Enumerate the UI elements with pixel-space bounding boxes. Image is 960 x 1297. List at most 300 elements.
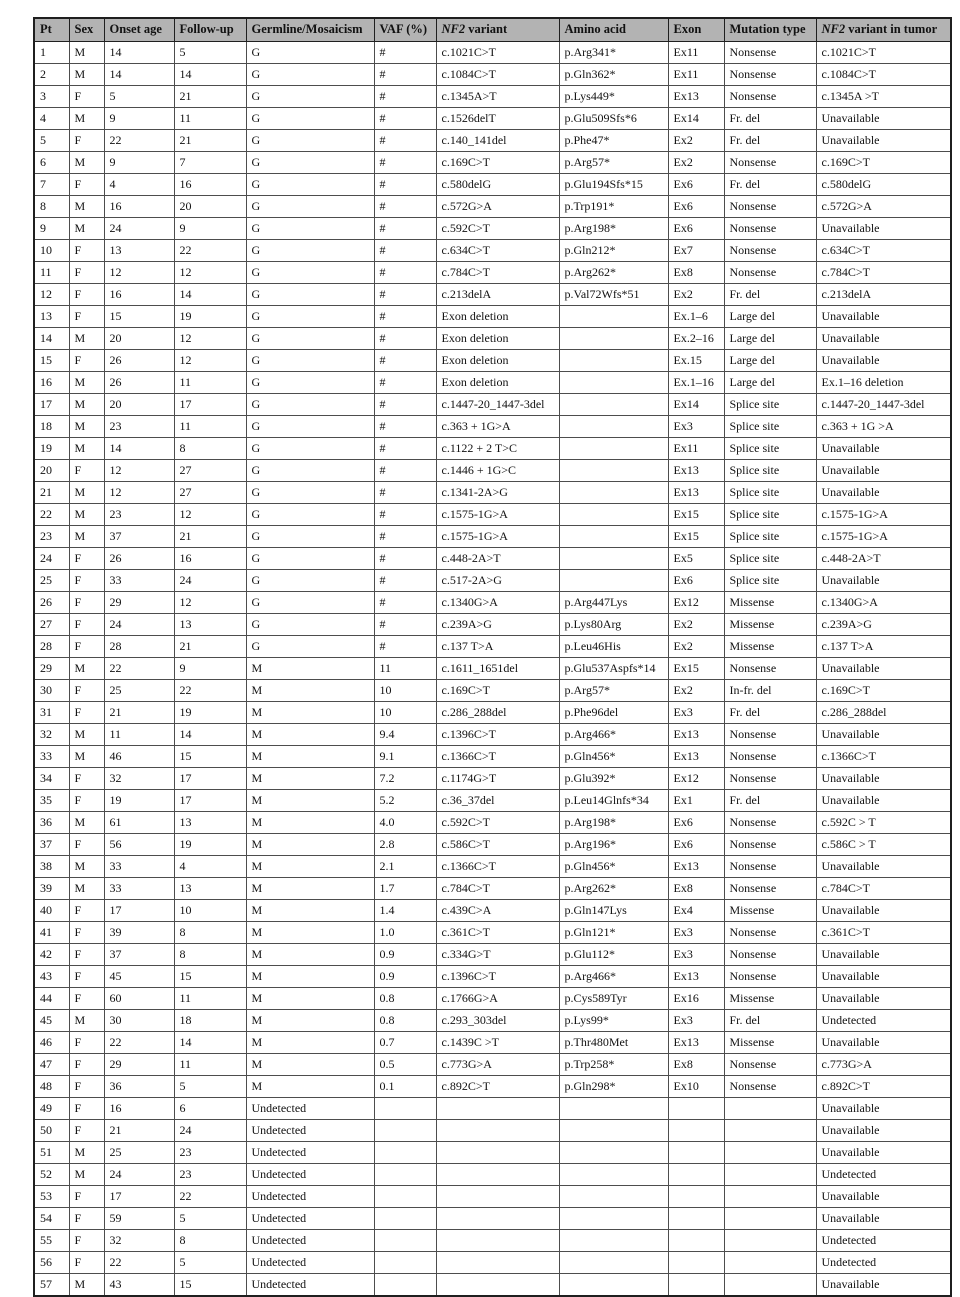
table-cell: Fr. del [724, 284, 816, 306]
table-cell [436, 1164, 559, 1186]
table-cell: Missense [724, 636, 816, 658]
table-cell: 12 [104, 482, 174, 504]
table-cell: F [69, 570, 104, 592]
table-cell: # [374, 196, 436, 218]
table-cell [559, 350, 668, 372]
table-cell: Ex3 [668, 416, 724, 438]
table-cell: c.634C>T [436, 240, 559, 262]
table-cell [668, 1252, 724, 1274]
table-cell: c.1084C>T [816, 64, 951, 86]
table-cell: p.Gln147Lys [559, 900, 668, 922]
table-row [34, 394, 951, 416]
table-cell: 0.9 [374, 966, 436, 988]
table-cell: 36 [104, 1076, 174, 1098]
table-cell: # [374, 240, 436, 262]
table-cell: 22 [104, 1032, 174, 1054]
table-cell [559, 1120, 668, 1142]
table-cell: 20 [174, 196, 246, 218]
table-cell: c.1345A >T [816, 86, 951, 108]
table-cell: Unavailable [816, 570, 951, 592]
table-cell: 26 [104, 350, 174, 372]
table-cell: c.1575-1G>A [436, 526, 559, 548]
table-row [34, 328, 951, 350]
table-cell: 16 [104, 1098, 174, 1120]
table-cell: c.1340G>A [436, 592, 559, 614]
table-cell: p.Leu14Glnfs*34 [559, 790, 668, 812]
table-cell: M [69, 1164, 104, 1186]
table-row [34, 1098, 951, 1120]
table-cell: c.592C > T [816, 812, 951, 834]
table-cell: p.Phe96del [559, 702, 668, 724]
column-header-4: Germline/Mosaicism [246, 18, 374, 42]
table-cell: 11 [174, 416, 246, 438]
table-cell: G [246, 416, 374, 438]
table-cell: 11 [104, 724, 174, 746]
table-cell: # [374, 328, 436, 350]
table-cell [436, 1252, 559, 1274]
table-cell [374, 1186, 436, 1208]
table-cell: Unavailable [816, 856, 951, 878]
table-cell: F [69, 768, 104, 790]
table-cell: Undetected [246, 1252, 374, 1274]
table-cell: Large del [724, 372, 816, 394]
table-cell: p.Arg57* [559, 152, 668, 174]
table-cell: Unavailable [816, 988, 951, 1010]
table-cell [559, 548, 668, 570]
table-cell: M [246, 834, 374, 856]
table-cell: 1.0 [374, 922, 436, 944]
table-cell: Ex7 [668, 240, 724, 262]
table-cell [668, 1208, 724, 1230]
table-cell: F [69, 1186, 104, 1208]
table-cell: 22 [104, 1252, 174, 1274]
table-cell: # [374, 152, 436, 174]
table-cell: c.1084C>T [436, 64, 559, 86]
table-cell: 24 [104, 614, 174, 636]
table-cell: 43 [104, 1274, 174, 1297]
table-cell: Unavailable [816, 130, 951, 152]
table-cell: Nonsense [724, 768, 816, 790]
table-cell: Ex13 [668, 724, 724, 746]
table-cell: c.1446 + 1G>C [436, 460, 559, 482]
table-cell: F [69, 1208, 104, 1230]
table-cell: F [69, 944, 104, 966]
table-cell: M [246, 856, 374, 878]
table-cell: M [246, 1054, 374, 1076]
table-cell: Ex11 [668, 64, 724, 86]
table-cell: Undetected [246, 1120, 374, 1142]
table-cell: Unavailable [816, 438, 951, 460]
table-cell: 13 [104, 240, 174, 262]
table-cell: 27 [174, 482, 246, 504]
table-cell: Undetected [246, 1230, 374, 1252]
table-cell: F [69, 900, 104, 922]
table-cell: 44 [34, 988, 69, 1010]
table-cell: p.Gln121* [559, 922, 668, 944]
table-cell [559, 394, 668, 416]
table-cell: Nonsense [724, 658, 816, 680]
table-cell: Ex15 [668, 504, 724, 526]
table-cell: G [246, 372, 374, 394]
table-cell: Ex12 [668, 592, 724, 614]
table-cell: 37 [104, 944, 174, 966]
table-cell: F [69, 86, 104, 108]
table-row [34, 614, 951, 636]
table-cell: Unavailable [816, 724, 951, 746]
table-cell: Undetected [246, 1098, 374, 1120]
table-cell: 6 [34, 152, 69, 174]
table-cell: G [246, 526, 374, 548]
table-cell: 57 [34, 1274, 69, 1297]
table-cell: 0.5 [374, 1054, 436, 1076]
table-cell: Nonsense [724, 1076, 816, 1098]
table-cell: F [69, 240, 104, 262]
table-cell: 5 [104, 86, 174, 108]
table-cell: c.1366C>T [436, 746, 559, 768]
table-cell: Ex3 [668, 922, 724, 944]
table-cell: Nonsense [724, 834, 816, 856]
table-cell: 37 [104, 526, 174, 548]
table-cell: 21 [34, 482, 69, 504]
table-cell: 8 [174, 922, 246, 944]
table-cell: c.773G>A [816, 1054, 951, 1076]
table-cell: 22 [104, 130, 174, 152]
table-cell: # [374, 482, 436, 504]
table-row [34, 636, 951, 658]
table-cell: Ex14 [668, 108, 724, 130]
column-header-6: NF2 variant [436, 18, 559, 42]
table-cell: Ex2 [668, 680, 724, 702]
table-row [34, 240, 951, 262]
table-cell: 16 [174, 548, 246, 570]
table-cell: c.1575-1G>A [816, 526, 951, 548]
table-cell: Nonsense [724, 966, 816, 988]
table-cell: 45 [104, 966, 174, 988]
table-cell: c.213delA [436, 284, 559, 306]
table-cell: 41 [34, 922, 69, 944]
table-cell: G [246, 240, 374, 262]
table-cell: Ex13 [668, 460, 724, 482]
table-cell: Unavailable [816, 218, 951, 240]
table-cell [374, 1230, 436, 1252]
table-cell: F [69, 1120, 104, 1142]
table-body [34, 42, 951, 1297]
table-cell: Nonsense [724, 240, 816, 262]
table-cell: 17 [104, 1186, 174, 1208]
table-cell: c.36_37del [436, 790, 559, 812]
table-cell: M [69, 856, 104, 878]
table-cell: # [374, 350, 436, 372]
table-cell: Ex13 [668, 1032, 724, 1054]
table-cell: Splice site [724, 482, 816, 504]
table-cell [374, 1120, 436, 1142]
table-row [34, 570, 951, 592]
table-row [34, 1010, 951, 1032]
table-cell: 12 [174, 350, 246, 372]
header-row [34, 18, 951, 42]
table-row [34, 64, 951, 86]
table-cell: 7 [34, 174, 69, 196]
table-cell: Ex12 [668, 768, 724, 790]
table-cell: G [246, 592, 374, 614]
table-cell: 21 [104, 702, 174, 724]
table-cell: F [69, 1032, 104, 1054]
table-cell: M [69, 526, 104, 548]
table-cell: c.286_288del [816, 702, 951, 724]
table-cell: Ex6 [668, 174, 724, 196]
table-cell: 16 [104, 284, 174, 306]
table-cell: c.1174G>T [436, 768, 559, 790]
table-cell: Unavailable [816, 1098, 951, 1120]
table-row [34, 108, 951, 130]
table-row [34, 1186, 951, 1208]
table-cell: Missense [724, 1032, 816, 1054]
table-cell [559, 1142, 668, 1164]
table-cell: G [246, 174, 374, 196]
table-cell: Ex8 [668, 878, 724, 900]
table-cell: 28 [34, 636, 69, 658]
table-row [34, 878, 951, 900]
table-cell: 19 [174, 834, 246, 856]
table-cell [559, 1164, 668, 1186]
table-cell: p.Lys99* [559, 1010, 668, 1032]
table-row [34, 1274, 951, 1297]
table-cell: 23 [34, 526, 69, 548]
table-cell: F [69, 130, 104, 152]
table-cell: F [69, 460, 104, 482]
table-cell: 35 [34, 790, 69, 812]
table-cell: 33 [34, 746, 69, 768]
table-cell: Fr. del [724, 108, 816, 130]
table-cell [668, 1098, 724, 1120]
table-cell: p.Trp258* [559, 1054, 668, 1076]
table-cell: 8 [34, 196, 69, 218]
table-cell: Fr. del [724, 702, 816, 724]
table-cell: p.Glu392* [559, 768, 668, 790]
table-cell [559, 570, 668, 592]
table-cell: 21 [104, 1120, 174, 1142]
table-cell: M [69, 42, 104, 64]
table-cell: 12 [174, 504, 246, 526]
table-cell: 8 [174, 944, 246, 966]
table-cell: M [69, 658, 104, 680]
table-cell: G [246, 130, 374, 152]
table-cell [436, 1274, 559, 1297]
table-cell: 17 [174, 768, 246, 790]
table-cell: G [246, 548, 374, 570]
table-row [34, 658, 951, 680]
table-cell: Unavailable [816, 1142, 951, 1164]
table-cell: 22 [104, 658, 174, 680]
table-cell: p.Lys80Arg [559, 614, 668, 636]
table-cell: p.Gln212* [559, 240, 668, 262]
table-cell: F [69, 988, 104, 1010]
table-cell [559, 306, 668, 328]
table-cell: 19 [104, 790, 174, 812]
table-cell: Ex.2–16 [668, 328, 724, 350]
table-cell: 38 [34, 856, 69, 878]
table-cell: 2.8 [374, 834, 436, 856]
table-cell: 32 [104, 768, 174, 790]
table-cell: Ex2 [668, 152, 724, 174]
table-cell: 12 [174, 262, 246, 284]
table-cell: 51 [34, 1142, 69, 1164]
table-cell: p.Gln456* [559, 746, 668, 768]
table-cell [374, 1142, 436, 1164]
table-cell: 15 [174, 1274, 246, 1297]
table-cell: # [374, 218, 436, 240]
table-cell: F [69, 1098, 104, 1120]
table-cell: M [69, 64, 104, 86]
table-cell: M [246, 1032, 374, 1054]
table-cell: 25 [104, 680, 174, 702]
table-cell: 4 [34, 108, 69, 130]
table-cell: F [69, 1230, 104, 1252]
column-header-5: VAF (%) [374, 18, 436, 42]
table-cell: 11 [174, 988, 246, 1010]
table-cell: Unavailable [816, 350, 951, 372]
table-cell: F [69, 592, 104, 614]
table-cell: M [246, 768, 374, 790]
table-cell: In-fr. del [724, 680, 816, 702]
table-cell: Ex6 [668, 196, 724, 218]
table-cell: 14 [174, 64, 246, 86]
table-cell [374, 1098, 436, 1120]
table-cell: 10 [374, 702, 436, 724]
table-cell [559, 1252, 668, 1274]
table-row [34, 548, 951, 570]
table-cell: c.169C>T [816, 152, 951, 174]
table-cell: c.169C>T [816, 680, 951, 702]
table-cell: 13 [174, 878, 246, 900]
table-cell: c.361C>T [436, 922, 559, 944]
table-cell: 8 [174, 438, 246, 460]
table-cell: # [374, 570, 436, 592]
table-cell: F [69, 614, 104, 636]
table-cell: c.1526delT [436, 108, 559, 130]
table-cell: # [374, 636, 436, 658]
table-cell: Unavailable [816, 944, 951, 966]
table-cell: p.Arg57* [559, 680, 668, 702]
table-cell: G [246, 86, 374, 108]
table-cell: p.Arg466* [559, 966, 668, 988]
table-cell: 0.9 [374, 944, 436, 966]
table-cell: 48 [34, 1076, 69, 1098]
table-cell: Nonsense [724, 1054, 816, 1076]
table-cell: 5 [34, 130, 69, 152]
table-cell: 0.8 [374, 988, 436, 1010]
table-cell: c.592C>T [436, 812, 559, 834]
column-header-3: Follow-up [174, 18, 246, 42]
table-row [34, 966, 951, 988]
table-cell: c.1021C>T [436, 42, 559, 64]
table-cell: Splice site [724, 416, 816, 438]
table-cell: Exon deletion [436, 372, 559, 394]
table-cell: 20 [104, 394, 174, 416]
table-cell: 21 [174, 636, 246, 658]
table-cell: 7 [174, 152, 246, 174]
table-cell: G [246, 614, 374, 636]
table-cell: 24 [174, 1120, 246, 1142]
table-cell: p.Glu194Sfs*15 [559, 174, 668, 196]
table-row [34, 746, 951, 768]
table-cell: Splice site [724, 438, 816, 460]
table-cell: 9.4 [374, 724, 436, 746]
table-cell: G [246, 196, 374, 218]
table-cell: Nonsense [724, 724, 816, 746]
table-row [34, 284, 951, 306]
table-cell: 12 [174, 328, 246, 350]
table-cell: c.361C>T [816, 922, 951, 944]
table-cell: 4 [104, 174, 174, 196]
table-row [34, 218, 951, 240]
table-cell: 23 [104, 504, 174, 526]
table-cell: Undetected [816, 1164, 951, 1186]
table-cell: M [69, 812, 104, 834]
table-cell: Unavailable [816, 1208, 951, 1230]
table-cell [668, 1164, 724, 1186]
table-cell: 17 [174, 394, 246, 416]
table-cell: 29 [104, 592, 174, 614]
table-cell: Nonsense [724, 42, 816, 64]
table-cell: Unavailable [816, 306, 951, 328]
table-cell: # [374, 86, 436, 108]
table-cell: Unavailable [816, 768, 951, 790]
table-row [34, 1208, 951, 1230]
table-cell: # [374, 614, 436, 636]
table-cell: M [246, 790, 374, 812]
table-cell: M [69, 482, 104, 504]
table-cell: M [69, 724, 104, 746]
table-cell: 25 [104, 1142, 174, 1164]
table-cell: 12 [104, 262, 174, 284]
table-row [34, 174, 951, 196]
table-cell: 7.2 [374, 768, 436, 790]
table-cell: 11 [174, 108, 246, 130]
table-cell: Unavailable [816, 658, 951, 680]
table-cell: 1.7 [374, 878, 436, 900]
table-cell: # [374, 592, 436, 614]
table-row [34, 812, 951, 834]
table-cell: Fr. del [724, 174, 816, 196]
table-row [34, 350, 951, 372]
table-cell: 29 [34, 658, 69, 680]
table-cell: c.448-2A>T [436, 548, 559, 570]
table-cell: 8 [174, 1230, 246, 1252]
table-cell: Ex13 [668, 86, 724, 108]
table-cell: 11 [374, 658, 436, 680]
table-row [34, 1120, 951, 1142]
table-cell: 0.7 [374, 1032, 436, 1054]
table-cell: G [246, 42, 374, 64]
table-cell: 10 [34, 240, 69, 262]
table-cell: M [246, 1010, 374, 1032]
table-cell: F [69, 1054, 104, 1076]
table-cell: c.634C>T [816, 240, 951, 262]
table-cell: c.784C>T [816, 262, 951, 284]
table-cell: 39 [34, 878, 69, 900]
table-cell: 52 [34, 1164, 69, 1186]
table-cell: p.Val72Wfs*51 [559, 284, 668, 306]
table-cell: 19 [174, 306, 246, 328]
table-cell: Undetected [816, 1252, 951, 1274]
table-cell: Unavailable [816, 328, 951, 350]
table-cell: 39 [104, 922, 174, 944]
table-cell: F [69, 284, 104, 306]
table-cell: Undetected [246, 1208, 374, 1230]
table-cell: 24 [174, 570, 246, 592]
table-row [34, 724, 951, 746]
